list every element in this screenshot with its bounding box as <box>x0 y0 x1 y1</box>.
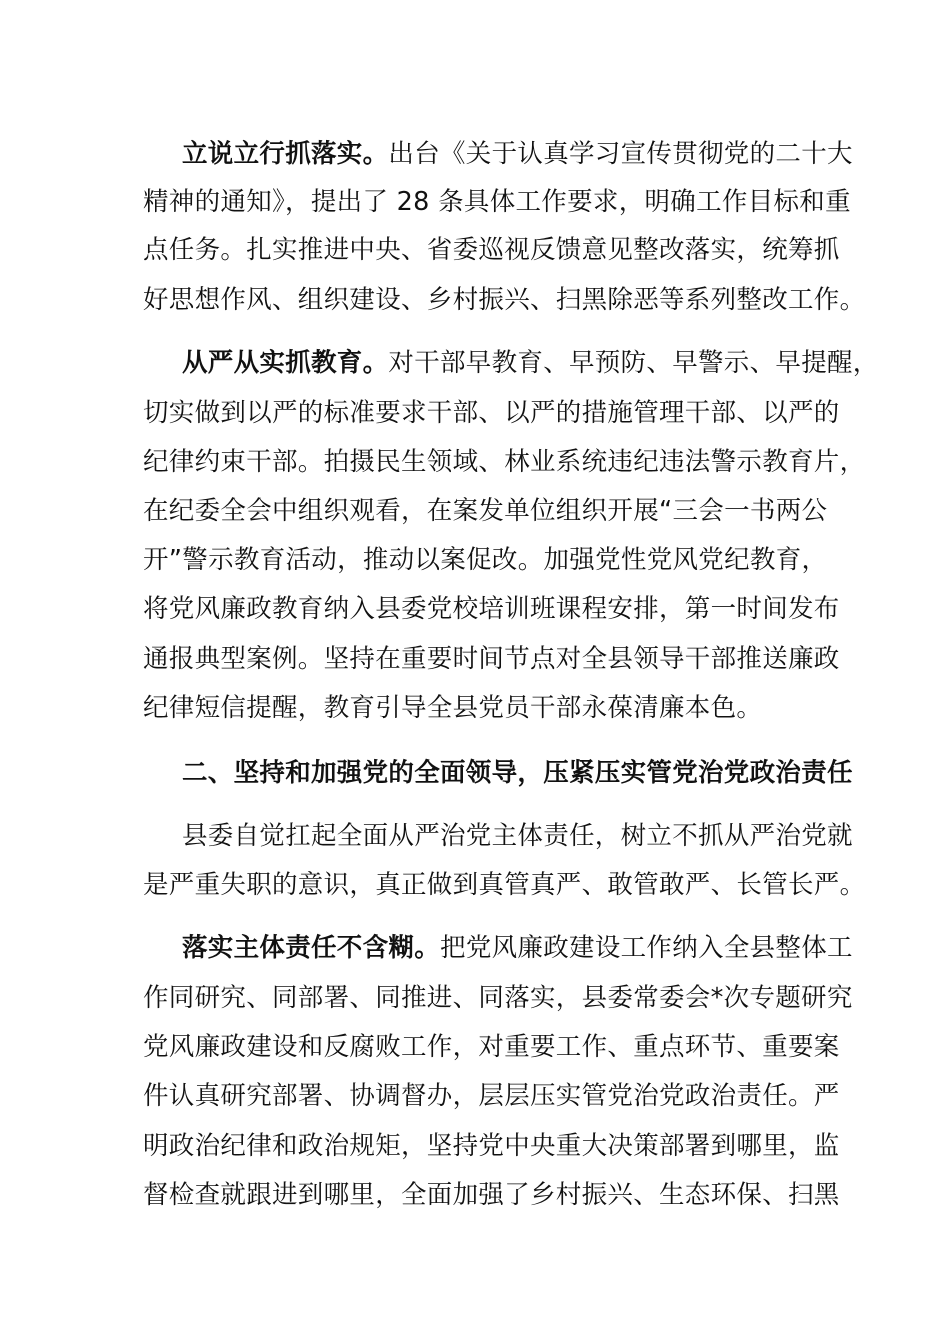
paragraph-2-line-4: 在纪委全会中组织观看，在案发单位组织开展“三会一书两公 <box>143 496 828 526</box>
paragraph-3-line-1: 县委自觉扛起全面从严治党主体责任，树立不抓从严治党就 <box>182 821 853 851</box>
paragraph-3-line-2: 是严重失职的意识，真正做到真管真严、敢管敢严、长管长严。 <box>143 870 866 900</box>
paragraph-1-line-3: 点任务。扎实推进中央、省委巡视反馈意见整改落实，统筹抓 <box>143 235 840 265</box>
paragraph-2-text: 对干部早教育、早预防、早警示、早提醒， <box>388 348 879 378</box>
paragraph-2-line-3: 纪律约束干部。拍摄民生领域、林业系统违纪违法警示教育片， <box>143 447 866 477</box>
paragraph-4-line-1 <box>182 931 862 965</box>
paragraph-4-line-3: 党风廉政建设和反腐败工作，对重要工作、重点环节、重要案 <box>143 1032 840 1062</box>
paragraph-1-line-4: 好思想作风、组织建设、乡村振兴、扫黑除恶等系列整改工作。 <box>143 285 866 315</box>
paragraph-2-line-6: 将党风廉政教育纳入县委党校培训班课程安排，第一时间发布 <box>143 594 840 624</box>
paragraph-2-line-2: 切实做到以严的标准要求干部、以严的措施管理干部、以严的 <box>143 398 840 428</box>
paragraph-2-lead: 从严从实抓教育。 <box>182 348 389 378</box>
paragraph-4-line-6: 督检查就跟进到哪里，全面加强了乡村振兴、生态环保、扫黑 <box>143 1180 840 1210</box>
paragraph-2-line-7: 通报典型案例。坚持在重要时间节点对全县领导干部推送廉政 <box>143 644 840 674</box>
paragraph-4-text: 把党风廉政建设工作纳入全县整体工 <box>440 933 853 963</box>
section-heading: 二、坚持和加强党的全面领导，压紧压实管党治党政治责任 <box>182 758 853 788</box>
paragraph-1-lead: 立说立行抓落实。 <box>182 139 389 169</box>
paragraph-1-line-2: 精神的通知》，提出了 28 条具体工作要求，明确工作目标和重 <box>143 187 851 217</box>
paragraph-4-line-2: 作同研究、同部署、同推进、同落实，县委常委会*次专题研究 <box>143 983 853 1013</box>
paragraph-4-line-4: 件认真研究部署、协调督办，层层压实管党治党政治责任。严 <box>143 1081 840 1111</box>
paragraph-4-lead: 落实主体责任不含糊。 <box>182 933 441 963</box>
paragraph-2-line-1 <box>182 346 879 380</box>
paragraph-4-line-5: 明政治纪律和政治规矩，坚持党中央重大决策部署到哪里，监 <box>143 1131 840 1161</box>
paragraph-2-line-5: 开”警示教育活动，推动以案促改。加强党性党风党纪教育， <box>143 545 828 575</box>
paragraph-1-text: 出台《关于认真学习宣传贯彻党的二十大 <box>388 139 853 169</box>
paragraph-1-line-1 <box>182 137 862 171</box>
paragraph-2-line-8: 纪律短信提醒，教育引导全县党员干部永葆清廉本色。 <box>143 693 763 723</box>
